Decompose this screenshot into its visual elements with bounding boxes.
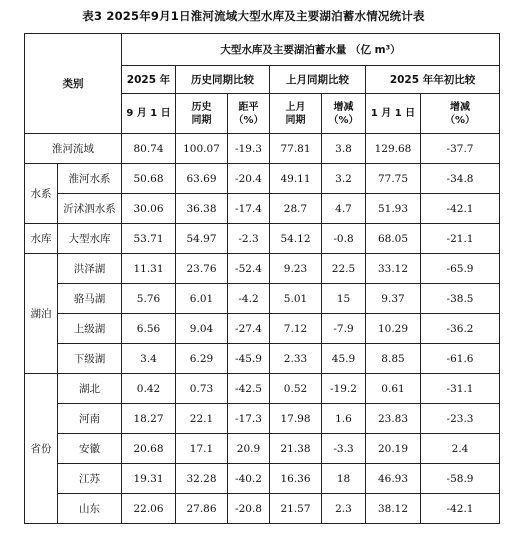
cell-anomaly: -40.2 (228, 464, 270, 494)
cell-anomaly: -17.3 (228, 404, 270, 434)
cell-lm-change: -3.3 (322, 434, 366, 464)
sub-ys-change-header: 增减 （%） (421, 94, 500, 134)
col-hist-header: 历史同期比较 (176, 66, 270, 94)
cell-ys-change: -36.2 (421, 314, 500, 344)
cell-jan1: 129.68 (366, 134, 421, 164)
cell-jan1: 10.29 (366, 314, 421, 344)
category-header: 类别 (25, 34, 122, 134)
cell-lm-change: 15 (322, 284, 366, 314)
sub-sep1-header: 9 月 1 日 (122, 94, 176, 134)
table-row (25, 194, 500, 224)
cell-ys-change: -37.7 (421, 134, 500, 164)
sub-lm-change-header: 增减 （%） (322, 94, 366, 134)
cell-jan1: 8.85 (366, 344, 421, 374)
cell-2025: 5.76 (122, 284, 176, 314)
cell-2025: 19.31 (122, 464, 176, 494)
table-row (25, 374, 500, 404)
cell-hist: 63.69 (176, 164, 228, 194)
table-row (25, 224, 500, 254)
cell-ys-change: -58.9 (421, 464, 500, 494)
cell-ys-change: -38.5 (421, 284, 500, 314)
cell-anomaly: -17.4 (228, 194, 270, 224)
cell-ys-change: -34.8 (421, 164, 500, 194)
table-row (25, 344, 500, 374)
header-row-1 (25, 34, 500, 66)
cell-anomaly: -4.2 (228, 284, 270, 314)
row-name: 沂沭泗水系 (58, 194, 122, 224)
cell-hist: 23.76 (176, 254, 228, 284)
cell-jan1: 0.61 (366, 374, 421, 404)
cell-lastmonth: 9.23 (270, 254, 322, 284)
cell-hist: 17.1 (176, 434, 228, 464)
cell-anomaly: -52.4 (228, 254, 270, 284)
table-row (25, 164, 500, 194)
cell-lastmonth: 21.57 (270, 494, 322, 524)
table-row (25, 434, 500, 464)
cell-anomaly: -20.4 (228, 164, 270, 194)
row-name: 河南 (58, 404, 122, 434)
cell-ys-change: -42.1 (421, 494, 500, 524)
cell-jan1: 77.75 (366, 164, 421, 194)
cell-jan1: 46.93 (366, 464, 421, 494)
cell-jan1: 9.37 (366, 284, 421, 314)
cell-anomaly: -42.5 (228, 374, 270, 404)
table-title: 表3 2025年9月1日淮河流域大型水库及主要湖泊蓄水情况统计表 (82, 9, 425, 23)
table-row (25, 314, 500, 344)
table-row (25, 404, 500, 434)
cell-hist: 6.01 (176, 284, 228, 314)
cell-lastmonth: 28.7 (270, 194, 322, 224)
sub-anomaly-header: 距平 （%） (228, 94, 270, 134)
row-name: 淮河水系 (58, 164, 122, 194)
cell-lm-change: -7.9 (322, 314, 366, 344)
group-lake: 湖泊 (25, 254, 58, 374)
group-reservoir: 水库 (25, 224, 58, 254)
cell-lastmonth: 7.12 (270, 314, 322, 344)
cell-2025: 20.68 (122, 434, 176, 464)
cell-2025: 22.06 (122, 494, 176, 524)
cell-ys-change: -23.3 (421, 404, 500, 434)
cell-ys-change: -42.1 (421, 194, 500, 224)
storage-table (24, 33, 500, 524)
cell-lastmonth: 2.33 (270, 344, 322, 374)
cell-hist: 32.28 (176, 464, 228, 494)
table-row (25, 494, 500, 524)
cell-2025: 30.06 (122, 194, 176, 224)
cell-lm-change: 4.7 (322, 194, 366, 224)
cell-ys-change: 2.4 (421, 434, 500, 464)
cell-lastmonth: 77.81 (270, 134, 322, 164)
cell-anomaly: -20.8 (228, 494, 270, 524)
cell-lm-change: 22.5 (322, 254, 366, 284)
cell-jan1: 38.12 (366, 494, 421, 524)
cell-2025: 53.71 (122, 224, 176, 254)
col-yearstart-header: 2025 年年初比较 (366, 66, 500, 94)
group-header: 大型水库及主要湖泊蓄水量 （亿 m³） (122, 34, 500, 66)
cell-2025: 6.56 (122, 314, 176, 344)
col-2025-header: 2025 年 (122, 66, 176, 94)
cell-hist: 22.1 (176, 404, 228, 434)
cell-2025: 0.42 (122, 374, 176, 404)
table-row (25, 254, 500, 284)
row-name: 湖北 (58, 374, 122, 404)
cell-anomaly: -2.3 (228, 224, 270, 254)
cell-lastmonth: 0.52 (270, 374, 322, 404)
cell-lm-change: 3.8 (322, 134, 366, 164)
cell-ys-change: -61.6 (421, 344, 500, 374)
cell-hist: 36.38 (176, 194, 228, 224)
cell-hist: 27.86 (176, 494, 228, 524)
cell-lm-change: -0.8 (322, 224, 366, 254)
cell-jan1: 20.19 (366, 434, 421, 464)
cell-anomaly: -19.3 (228, 134, 270, 164)
cell-jan1: 33.12 (366, 254, 421, 284)
cell-lm-change: 1.6 (322, 404, 366, 434)
row-name: 上级湖 (58, 314, 122, 344)
row-name: 山东 (58, 494, 122, 524)
cell-hist: 9.04 (176, 314, 228, 344)
cell-hist: 100.07 (176, 134, 228, 164)
sub-jan1-header: 1 月 1 日 (366, 94, 421, 134)
cell-ys-change: -31.1 (421, 374, 500, 404)
cell-2025: 50.68 (122, 164, 176, 194)
row-name: 骆马湖 (58, 284, 122, 314)
col-lastmonth-header: 上月同期比较 (270, 66, 366, 94)
cell-hist: 6.29 (176, 344, 228, 374)
group-province: 省份 (25, 374, 58, 524)
row-name: 安徽 (58, 434, 122, 464)
cell-lm-change: 2.3 (322, 494, 366, 524)
row-name: 大型水库 (58, 224, 122, 254)
cell-2025: 80.74 (122, 134, 176, 164)
cell-jan1: 68.05 (366, 224, 421, 254)
cell-lm-change: 45.9 (322, 344, 366, 374)
cell-anomaly: -45.9 (228, 344, 270, 374)
row-name: 下级湖 (58, 344, 122, 374)
table-row (25, 134, 500, 164)
cell-2025: 18.27 (122, 404, 176, 434)
cell-hist: 0.73 (176, 374, 228, 404)
cell-lastmonth: 49.11 (270, 164, 322, 194)
cell-lm-change: 18 (322, 464, 366, 494)
row-name: 江苏 (58, 464, 122, 494)
sub-hist-period-header: 历史 同期 (176, 94, 228, 134)
cell-ys-change: -21.1 (421, 224, 500, 254)
cell-lastmonth: 21.38 (270, 434, 322, 464)
row-name: 淮河流域 (25, 134, 122, 164)
cell-lm-change: -19.2 (322, 374, 366, 404)
cell-anomaly: 20.9 (228, 434, 270, 464)
group-water-system: 水系 (25, 164, 58, 224)
cell-2025: 3.4 (122, 344, 176, 374)
cell-lastmonth: 54.12 (270, 224, 322, 254)
cell-lastmonth: 16.36 (270, 464, 322, 494)
sub-lm-period-header: 上月 同期 (270, 94, 322, 134)
row-name: 洪泽湖 (58, 254, 122, 284)
cell-hist: 54.97 (176, 224, 228, 254)
cell-ys-change: -65.9 (421, 254, 500, 284)
cell-jan1: 23.83 (366, 404, 421, 434)
cell-lm-change: 3.2 (322, 164, 366, 194)
cell-jan1: 51.93 (366, 194, 421, 224)
cell-lastmonth: 5.01 (270, 284, 322, 314)
cell-lastmonth: 17.98 (270, 404, 322, 434)
table-row (25, 464, 500, 494)
cell-2025: 11.31 (122, 254, 176, 284)
table-row (25, 284, 500, 314)
cell-anomaly: -27.4 (228, 314, 270, 344)
